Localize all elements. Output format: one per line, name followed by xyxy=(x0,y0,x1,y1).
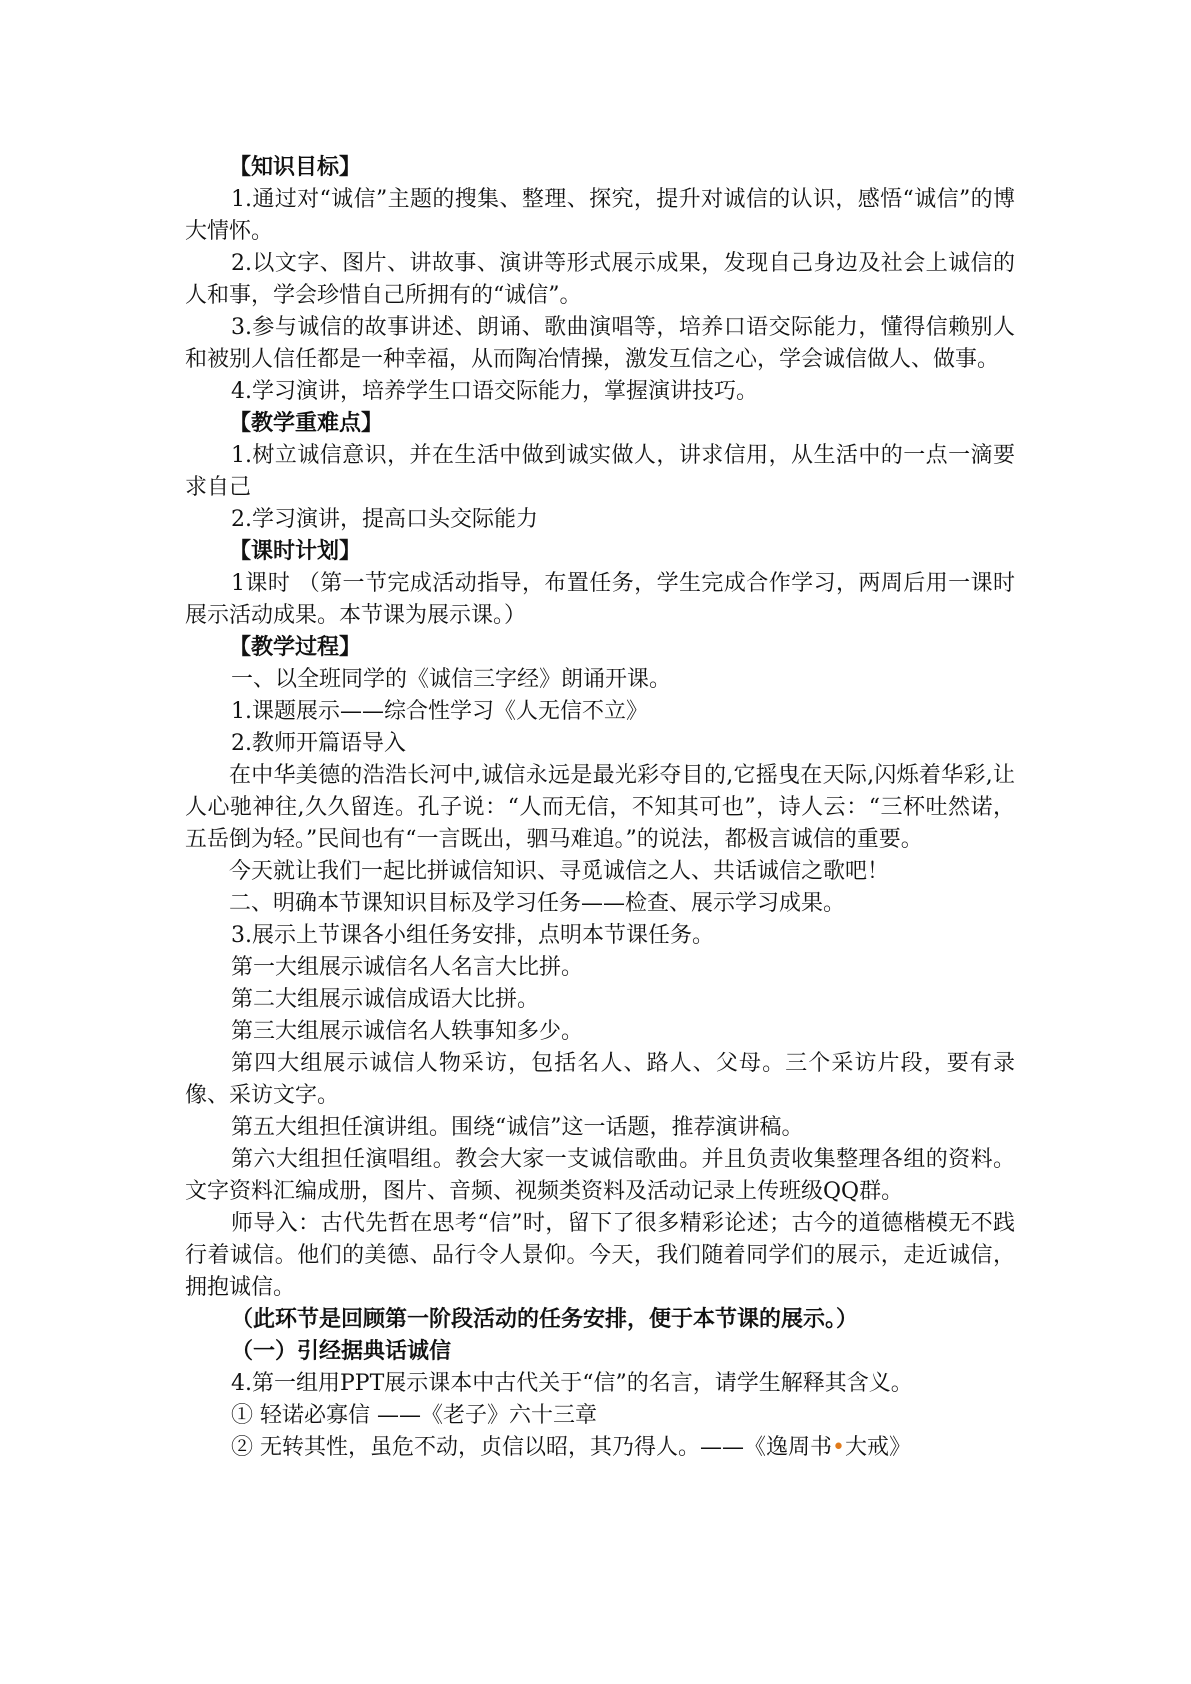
separator-dot: • xyxy=(832,1435,845,1460)
document-page xyxy=(185,152,1015,1464)
knowledge-item-4: 4.学习演讲，培养学生口语交际能力，掌握演讲技巧。 xyxy=(231,379,758,404)
process-paragraph: 今天就让我们一起比拼诚信知识、寻觅诚信之人、共话诚信之歌吧！ xyxy=(229,859,890,884)
process-paragraph: 1.课题展示——综合性学习《人无信不立》 xyxy=(231,699,648,724)
group-task: 第六大组担任演唱组。教会大家一支诚信歌曲。并且负责收集整理各组的资料。文字资料汇编成册，图片、音频、视频类资料及活动记录上传班级QQ群。 xyxy=(185,1147,1015,1204)
quote-item: ① 轻诺必寡信 ——《老子》六十三章 xyxy=(231,1403,597,1428)
section-heading-difficulty: 【教学重难点】 xyxy=(229,411,384,436)
knowledge-item-2: 2.以文字、图片、讲故事、演讲等形式展示成果，发现自己身边及社会上诚信的人和事，学会珍惜自己所拥有的“诚信”。 xyxy=(185,251,1015,308)
subsection-heading: （一）引经据典话诚信 xyxy=(231,1339,452,1364)
quote-text: 大戒》 xyxy=(844,1435,911,1460)
quote-text: ② 无转其性，虽危不动，贞信以昭，其乃得人。——《逸周书 xyxy=(231,1435,832,1460)
section-heading-plan: 【课时计划】 xyxy=(229,539,362,564)
quote-item xyxy=(185,1432,1015,1464)
group-task: 第一大组展示诚信名人名言大比拼。 xyxy=(231,955,584,980)
process-paragraph: 2.教师开篇语导入 xyxy=(231,731,406,756)
process-paragraph: 二、明确本节课知识目标及学习任务——检查、展示学习成果。 xyxy=(229,891,846,916)
group-task: 第五大组担任演讲组。围绕“诚信”这一话题，推荐演讲稿。 xyxy=(231,1115,804,1140)
difficulty-item-2: 2.学习演讲，提高口头交际能力 xyxy=(231,507,538,532)
section-heading-knowledge: 【知识目标】 xyxy=(229,155,362,180)
group-task: 第三大组展示诚信名人轶事知多少。 xyxy=(231,1019,584,1044)
section-heading-process: 【教学过程】 xyxy=(229,635,362,660)
process-note: （此环节是回顾第一阶段活动的任务安排，便于本节课的展示。） xyxy=(231,1307,859,1332)
knowledge-item-3: 3.参与诚信的故事讲述、朗诵、歌曲演唱等，培养口语交际能力，懂得信赖别人和被别人信任都是一种幸福，从而陶冶情操，激发互信之心，学会诚信做人、做事。 xyxy=(185,315,1015,372)
group-task: 第二大组展示诚信成语大比拼。 xyxy=(231,987,540,1012)
plan-text: 1课时 （第一节完成活动指导，布置任务，学生完成合作学习，两周后用一课时展示活动成果。本节课为展示课。） xyxy=(185,571,1015,628)
process-paragraph: 一、以全班同学的《诚信三字经》朗诵开课。 xyxy=(231,667,672,692)
process-paragraph: 3.展示上节课各小组任务安排，点明本节课任务。 xyxy=(231,923,714,948)
process-paragraph: 师导入：古代先哲在思考“信”时，留下了很多精彩论述；古今的道德楷模无不践行着诚信。他们的美德、品行令人景仰。今天，我们随着同学们的展示，走近诚信，拥抱诚信。 xyxy=(185,1211,1015,1300)
group-task: 第四大组展示诚信人物采访，包括名人、路人、父母。三个采访片段，要有录像、采访文字。 xyxy=(185,1051,1015,1108)
knowledge-item-1: 1.通过对“诚信”主题的搜集、整理、探究，提升对诚信的认识，感悟“诚信”的博大情怀。 xyxy=(185,187,1015,244)
difficulty-item-1: 1.树立诚信意识，并在生活中做到诚实做人，讲求信用，从生活中的一点一滴要求自己 xyxy=(185,443,1015,500)
process-paragraph: 4.第一组用PPT展示课本中古代关于“信”的名言，请学生解释其含义。 xyxy=(231,1371,913,1396)
process-paragraph: 在中华美德的浩浩长河中,诚信永远是最光彩夺目的,它摇曳在天际,闪烁着华彩,让人心驰神往,久久留连。孔子说：“人而无信，不知其可也”，诗人云：“三杯吐然诺，五岳倒为轻。”民间也有“一言既出，驷马难追。”的说法，都极言诚信的重要。 xyxy=(185,763,1015,852)
